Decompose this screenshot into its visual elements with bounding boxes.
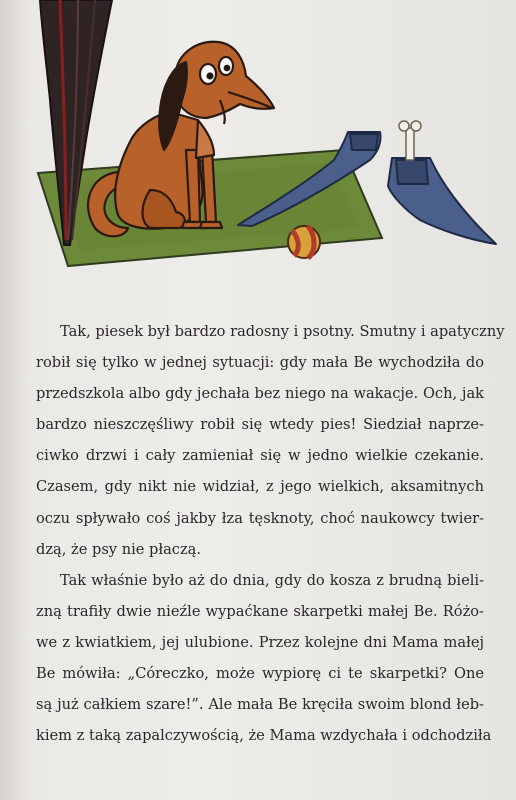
paragraph [36, 316, 505, 565]
text-line: przedszkola albo gdy jechała bez niego na wakacje. Och, jak [36, 385, 484, 403]
story-text [36, 316, 505, 751]
text-line: Tak właśnie było aż do dnia, gdy do kosza z brudną bieli- [60, 571, 484, 589]
text-line: Czasem, gdy nikt nie widział, z jego wielkich, aksamitnych [36, 478, 484, 496]
text-line: ciwko drzwi i cały zamieniał się w jedno wielkie czekanie. [36, 447, 484, 465]
text-line: robił się tylko w jednej sytuacji: gdy mała Be wychodziła do [36, 354, 484, 372]
ball [288, 226, 320, 258]
text-line: kiem z taką zapalczywością, że Mama wzdychała i odchodziła [36, 727, 492, 745]
text-line: są już całkiem szare!”. Ale mała Be kręciła swoim blond łeb- [36, 696, 484, 714]
illustration [0, 0, 516, 300]
text-line: zną trafiły dwie nieźle wypaćkane skarpetki małej Be. Różo- [36, 602, 484, 620]
text-line: we z kwiatkiem, jej ulubione. Przez kolejne dni Mama małej [36, 633, 484, 651]
text-line: Be mówiła: „Córeczko, może wypiorę ci te skarpetki? One [36, 665, 484, 683]
paragraph [36, 565, 492, 752]
text-line: bardzo nieszczęśliwy robił się wtedy pies! Siedział naprze- [36, 416, 484, 434]
text-line: dzą, że psy nie płaczą. [36, 540, 202, 558]
text-line: Tak, piesek był bardzo radosny i psotny. Smutny i apatyczny [60, 323, 505, 340]
text-line: oczu spływało coś jakby łza tęsknoty, choć naukowcy twier- [36, 509, 484, 527]
